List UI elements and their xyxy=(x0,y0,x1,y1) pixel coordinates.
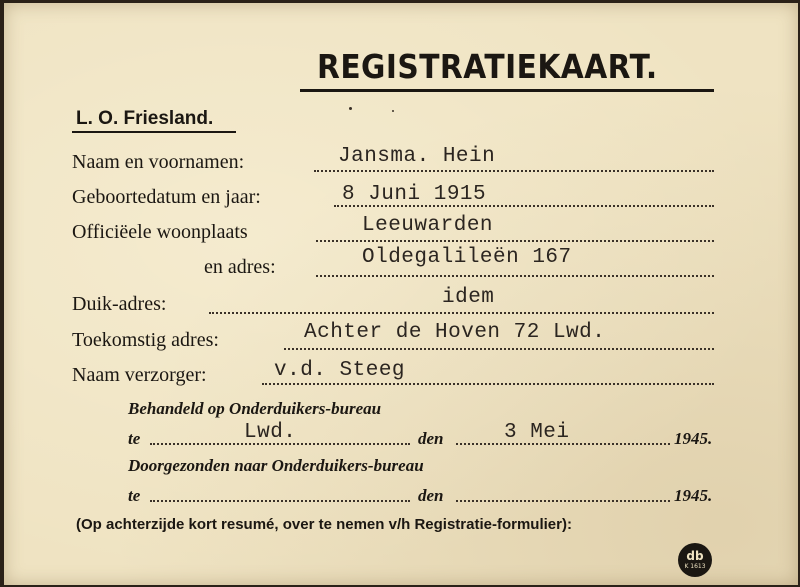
birthdate-value: 8 Juni 1915 xyxy=(342,183,487,206)
residence-label: Officiëele woonplaats xyxy=(72,221,248,243)
name-label: Naam en voornamen: xyxy=(72,151,245,173)
residence-line xyxy=(316,239,714,242)
caretaker-value: v.d. Steeg xyxy=(274,359,406,382)
address-line xyxy=(316,274,714,277)
stamp-top: db xyxy=(686,549,704,563)
dive-address-label: Duik-adres: xyxy=(72,293,167,315)
handled-te-value: Lwd. xyxy=(244,421,297,444)
handled-te-label: te xyxy=(128,429,141,448)
future-address-value: Achter de Hoven 72 Lwd. xyxy=(304,321,606,344)
forwarded-den-line xyxy=(456,499,670,502)
forwarded-year: 1945. xyxy=(674,486,713,505)
caretaker-label: Naam verzorger: xyxy=(72,364,207,386)
future-address-line xyxy=(284,347,714,350)
printer-stamp xyxy=(678,543,712,577)
title-underline xyxy=(300,89,714,92)
name-line xyxy=(314,169,714,172)
paper-speck xyxy=(349,107,352,110)
forwarded-heading: Doorgezonden naar Onderduikers-bureau xyxy=(128,456,424,475)
handled-year: 1945. xyxy=(674,429,713,448)
stamp-bottom: K 1613 xyxy=(684,563,706,570)
name-value: Jansma. Hein xyxy=(338,145,496,168)
residence-value: Leeuwarden xyxy=(362,214,494,237)
handled-den-label: den xyxy=(418,429,444,448)
forwarded-den-label: den xyxy=(418,486,444,505)
handled-heading: Behandeld op Onderduikers-bureau xyxy=(128,399,382,418)
birthdate-label: Geboortedatum en jaar: xyxy=(72,186,261,208)
organization-underline xyxy=(72,131,236,133)
future-address-label: Toekomstig adres: xyxy=(72,329,219,351)
forwarded-te-label: te xyxy=(128,486,141,505)
card-title: REGISTRATIEKAART. xyxy=(317,47,658,86)
organization-label: L. O. Friesland. xyxy=(76,108,214,129)
address-value: Oldegalileën 167 xyxy=(362,246,572,269)
dive-address-line xyxy=(209,311,714,314)
address-label: en adres: xyxy=(204,256,276,278)
handled-den-value: 3 Mei xyxy=(504,421,570,444)
forwarded-te-line xyxy=(150,499,410,502)
footnote: (Op achterzijde kort resumé, over te nemen v/h Registratie-formulier): xyxy=(76,516,572,533)
dive-address-value: idem xyxy=(442,286,495,309)
paper-speck xyxy=(392,110,394,112)
registration-card xyxy=(4,3,798,585)
caretaker-line xyxy=(262,382,714,385)
